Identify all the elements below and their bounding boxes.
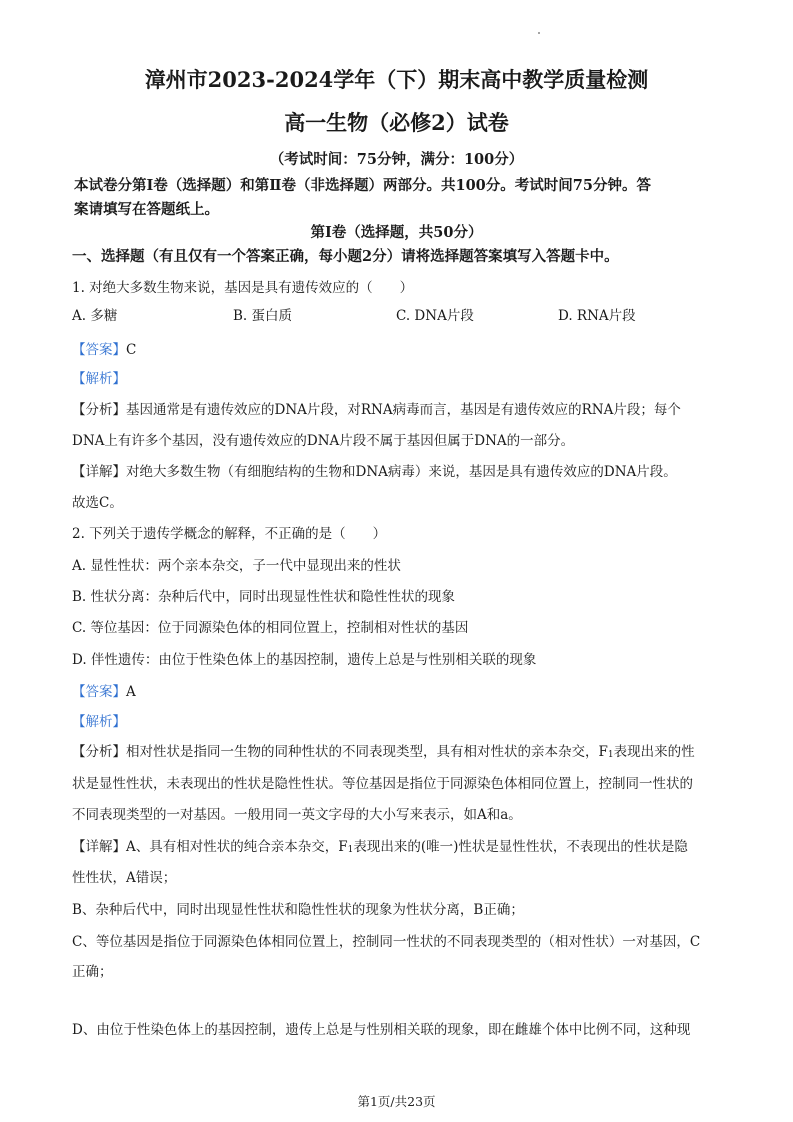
fenxi-tag: 【分析】: [72, 402, 126, 418]
page-number: 第1页/共23页: [357, 1094, 436, 1109]
question-1-fenxi-line-2: DNA上有许多个基因，没有遗传效应的DNA片段不属于基因但属于DNA的一部分。: [72, 433, 575, 449]
question-2-xiangjie-line-5: 正确；: [72, 964, 113, 980]
fenxi-text: 基因通常是有遗传效应的DNA片段，对RNA病毒而言，基因是有遗传效应的RNA片段；每个: [126, 402, 681, 418]
answer-value: C: [126, 342, 137, 358]
question-2-xiangjie-line-6: D、由位于性染色体上的基因控制，遗传上总是与性别相关联的现象，即在雌雄个体中比例不同，这种现: [72, 1022, 691, 1038]
answer-value: A: [126, 684, 136, 700]
xiangjie-tag: 【详解】: [72, 464, 126, 480]
question-1-option-d: D. RNA片段: [558, 308, 636, 324]
question-2-fenxi-line-3: 不同表现类型的一对基因。一般用同一英文字母的大小写来表示，如A和a。: [72, 807, 522, 823]
question-1-option-b: B. 蛋白质: [233, 308, 293, 324]
question-1-stem: 1. 对绝大多数生物来说，基因是具有遗传效应的（ ）: [72, 280, 414, 296]
xiangjie-text-a: A、具有相对性状的纯合亲本杂交，F: [126, 839, 348, 855]
question-2-stem: 2. 下列关于遗传学概念的解释，不正确的是（ ）: [72, 526, 387, 542]
question-2-xiangjie-line-3: B、杂种后代中，同时出现显性性状和隐性性状的现象为性状分离，B正确；: [72, 902, 524, 918]
instructions-line-1: 本试卷分第Ⅰ卷（选择题）和第Ⅱ卷（非选择题）两部分。共100分。考试时间75分钟。答: [74, 177, 651, 194]
part-one-title: 第Ⅰ卷（选择题，共50分）: [310, 224, 483, 241]
question-2-option-c: C. 等位基因：位于同源染色体的相同位置上，控制相对性状的基因: [72, 620, 469, 636]
xiangjie-subscript: 1: [347, 845, 354, 855]
question-1-answer: [72, 338, 136, 358]
scan-dot: [538, 32, 540, 34]
question-1-analysis-tag: 【解析】: [72, 371, 126, 387]
question-1-fenxi-line-1: [72, 398, 681, 418]
xiangjie-text-b: 表现出来的(唯一)性状是显性性状，不表现出的性状是隐: [353, 839, 688, 855]
xiangjie-text: 对绝大多数生物（有细胞结构的生物和DNA病毒）来说，基因是具有遗传效应的DNA片段。: [126, 464, 677, 480]
fenxi-text-a: 相对性状是指同一生物的同种性状的不同表现类型，具有相对性状的亲本杂交，F: [126, 744, 608, 760]
question-2-xiangjie-line-4: C、等位基因是指位于同源染色体相同位置上，控制同一性状的不同表现类型的（相对性状）一对基因，C: [72, 934, 701, 950]
question-1-option-c: C. DNA片段: [396, 308, 474, 324]
answer-tag: 【答案】: [72, 684, 126, 700]
xiangjie-tag: 【详解】: [72, 839, 126, 855]
question-1-option-a: A. 多糖: [72, 308, 118, 324]
question-2-analysis-tag: 【解析】: [72, 714, 126, 730]
question-2-option-a: A. 显性性状：两个亲本杂交，子一代中显现出来的性状: [72, 558, 401, 574]
question-2-fenxi-line-2: 状是显性性状，未表现出的性状是隐性性状。等位基因是指位于同源染色体相同位置上，控制同一性状的: [72, 776, 693, 792]
fenxi-subscript: 1: [607, 750, 614, 760]
question-1-conclusion: 故选C。: [72, 495, 123, 511]
exam-time-info: （考试时间：75分钟，满分：100分）: [269, 151, 524, 168]
question-2-xiangjie-line-2: 性性状，A错误；: [72, 870, 177, 886]
exam-title: 漳州市2023-2024学年（下）期末高中教学质量检测: [144, 67, 649, 92]
answer-tag: 【答案】: [72, 342, 126, 358]
question-2-xiangjie-line-1: [72, 835, 688, 855]
exam-subtitle: 高一生物（必修2）试卷: [284, 110, 509, 135]
question-2-fenxi-line-1: [72, 740, 695, 760]
instructions-line-2: 案请填写在答题纸上。: [74, 201, 219, 218]
question-1-xiangjie-line-1: [72, 460, 677, 480]
fenxi-tag: 【分析】: [72, 744, 126, 760]
question-2-option-b: B. 性状分离：杂种后代中，同时出现显性性状和隐性性状的现象: [72, 589, 456, 605]
section-heading: 一、选择题（有且仅有一个答案正确，每小题2分）请将选择题答案填写入答题卡中。: [72, 248, 619, 265]
question-2-answer: [72, 680, 136, 700]
fenxi-text-b: 表现出来的性: [613, 744, 695, 760]
question-2-option-d: D. 伴性遗传：由位于性染色体上的基因控制，遗传上总是与性别相关联的现象: [72, 652, 537, 668]
